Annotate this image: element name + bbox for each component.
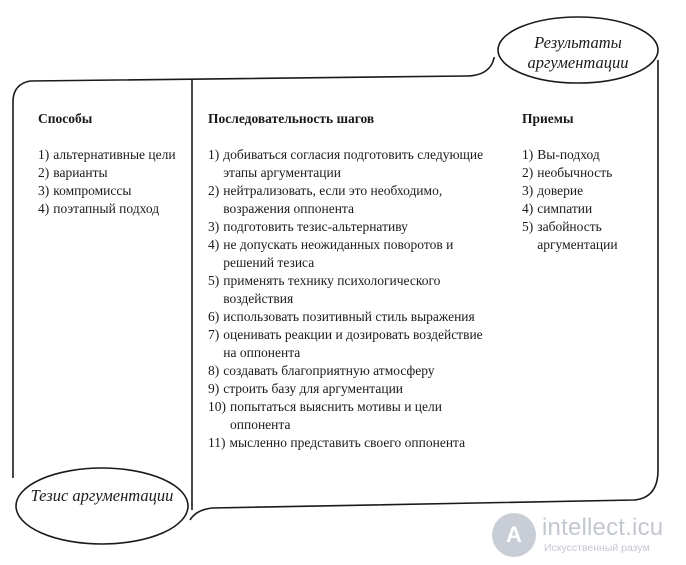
list-item: 11) мысленно представить своего оппонента [208, 435, 466, 450]
techniques-title: Приемы [522, 111, 574, 126]
list-item: 4) поэтапный подход [38, 201, 160, 216]
list-item: 10) попытаться выяснить мотивы и цели оппонента [208, 399, 442, 432]
list-item: 9) строить базу для аргументации [208, 381, 404, 396]
watermark-logo-letter: A [506, 522, 522, 547]
steps-list [208, 146, 498, 452]
list-item: 5) применять технику психологического воздействия [208, 273, 441, 306]
steps-column [208, 110, 498, 452]
list-item: 5) забойность аргументации [522, 219, 618, 252]
watermark [492, 510, 682, 560]
scroll-outline [30, 58, 495, 81]
results-label: Результаты аргументации [527, 33, 629, 72]
watermark-subtitle: Искусственный разум [544, 542, 650, 554]
thesis-oval [16, 468, 188, 544]
list-item: 1) Вы-подход [522, 147, 600, 162]
list-item: 2) необычность [522, 165, 613, 180]
list-item: 6) использовать позитивный стиль выражения [208, 309, 475, 324]
techniques-list [522, 146, 652, 254]
list-item: 3) компромиссы [38, 183, 132, 198]
list-item: 4) симпатии [522, 201, 593, 216]
list-item: 1) альтернативные цели [38, 147, 176, 162]
list-item: 4) не допускать неожиданных поворотов и решений тезиса [208, 237, 454, 270]
techniques-column [522, 110, 652, 254]
list-item: 3) доверие [522, 183, 584, 198]
list-item: 7) оценивать реакции и дозировать воздействие на оппонента [208, 327, 483, 360]
methods-list [38, 146, 183, 218]
methods-column [38, 110, 183, 218]
list-item: 1) добиваться согласия подготовить следующие этапы аргументации [208, 147, 484, 180]
steps-title: Последовательность шагов [208, 111, 375, 126]
list-item: 3) подготовить тезис-альтернативу [208, 219, 408, 234]
watermark-brand: intellect.icu [542, 514, 664, 541]
list-item: 8) создавать благоприятную атмосферу [208, 363, 435, 378]
list-item: 2) варианты [38, 165, 108, 180]
list-item: 2) нейтрализовать, если это необходимо, возражения оппонента [208, 183, 443, 216]
thesis-label: Тезис аргументации [30, 486, 174, 505]
methods-title: Способы [38, 111, 93, 126]
